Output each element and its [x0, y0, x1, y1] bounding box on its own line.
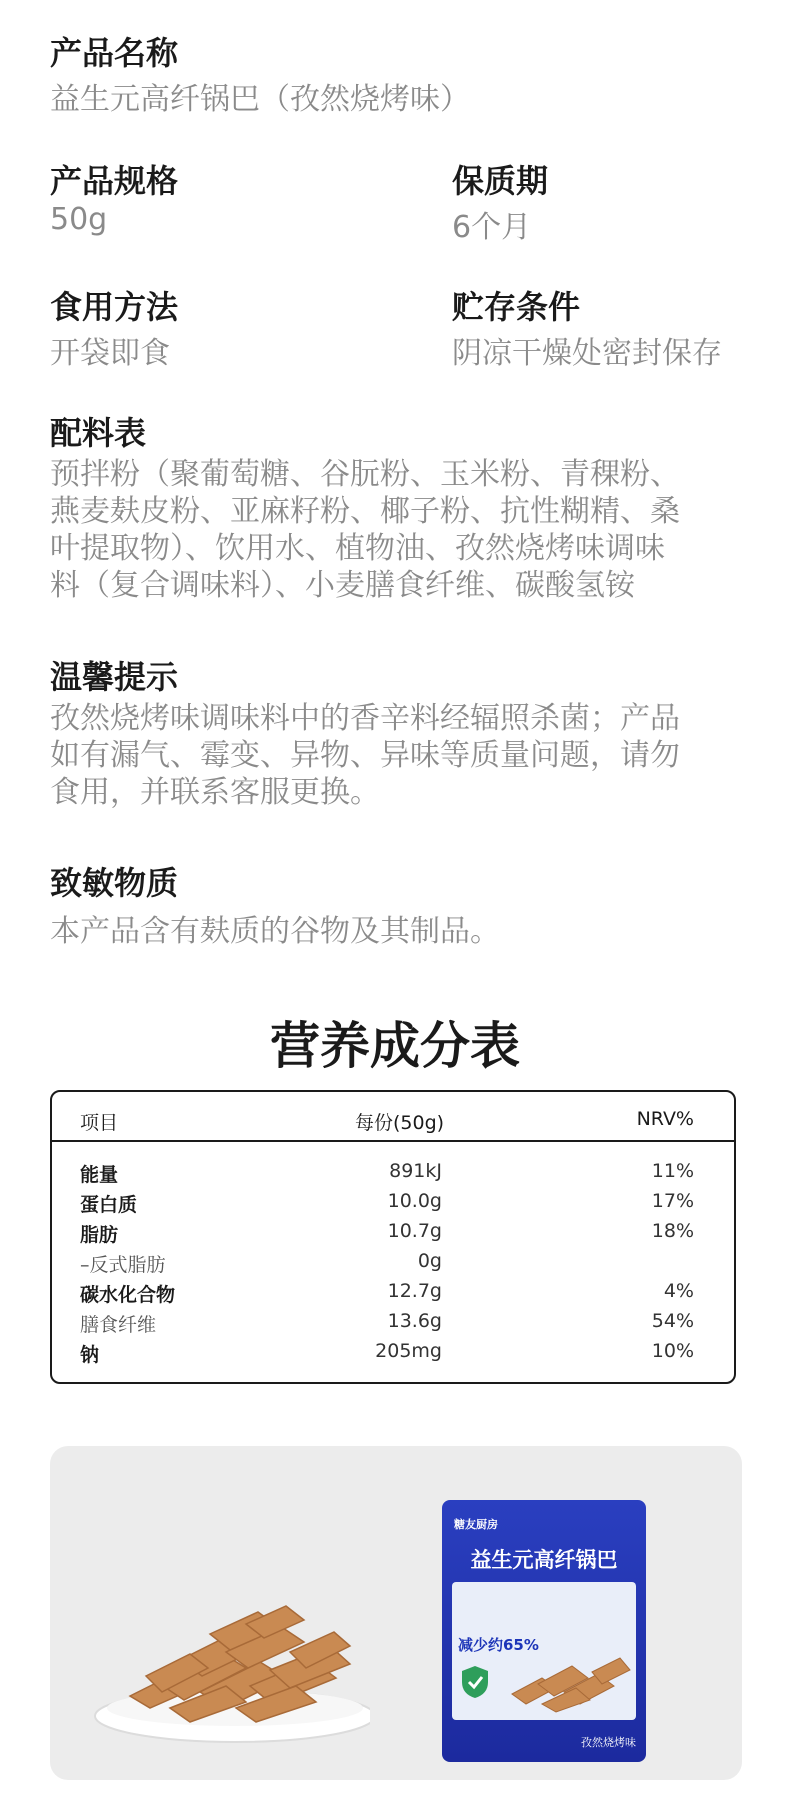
package-brand: 糖友厨房 — [454, 1518, 498, 1531]
product-photo — [50, 1446, 742, 1780]
usage-value: 开袋即食 — [50, 336, 170, 371]
tips-line: 孜然烧烤味调味料中的香辛料经辐照杀菌；产品 — [50, 701, 680, 736]
allergen-value: 本产品含有麸质的谷物及其制品。 — [50, 914, 500, 949]
nutrient-name: 蛋白质 — [80, 1194, 138, 1216]
shelf-life-value: 6个月 — [452, 210, 532, 245]
nutrient-amount: 10.0g — [387, 1190, 442, 1212]
storage-value: 阴凉干燥处密封保存 — [452, 336, 722, 371]
nutrient-name: 膳食纤维 — [80, 1314, 157, 1336]
nutrient-name: 钠 — [80, 1344, 100, 1366]
table-row — [52, 1280, 734, 1310]
nutrient-amount: 12.7g — [387, 1280, 442, 1302]
tips-line: 如有漏气、霉变、异物、异味等质量问题，请勿 — [50, 738, 680, 773]
table-row — [52, 1190, 734, 1220]
nutrient-name: 脂肪 — [80, 1224, 119, 1246]
ingredients-line: 叶提取物）、饮用水、植物油、孜然烧烤味调味 — [50, 531, 665, 566]
tips-label: 温馨提示 — [50, 658, 179, 696]
table-row — [52, 1250, 734, 1280]
nutrient-name: 碳水化合物 — [80, 1284, 176, 1306]
ingredients-text — [50, 456, 750, 604]
nutrient-nrv: 4% — [663, 1280, 694, 1302]
nutrient-nrv: 10% — [651, 1340, 694, 1362]
product-package — [442, 1500, 646, 1762]
nutrient-amount: 10.7g — [387, 1220, 442, 1242]
ingredients-line: 料（复合调味料）、小麦膳食纤维、碳酸氢铵 — [50, 568, 635, 603]
table-row — [52, 1220, 734, 1250]
header-per-serving: 每份(50g) — [355, 1112, 445, 1134]
product-name-value: 益生元高纤锅巴（孜然烧烤味） — [50, 82, 470, 117]
package-window — [452, 1582, 636, 1720]
shield-icon — [460, 1664, 490, 1700]
ingredients-line: 预拌粉（聚葡萄糖、谷朊粉、玉米粉、青稞粉、 — [50, 457, 680, 492]
table-row — [52, 1310, 734, 1340]
nutrition-table — [50, 1090, 736, 1384]
nutrition-table-header — [52, 1092, 734, 1142]
nutrient-amount: 891kJ — [389, 1160, 442, 1182]
nutrient-nrv: 54% — [651, 1310, 694, 1332]
nutrient-amount: 205mg — [375, 1340, 442, 1362]
allergen-label: 致敏物质 — [50, 864, 179, 902]
nutrient-amount: 13.6g — [387, 1310, 442, 1332]
package-badge: 减少约65% — [458, 1636, 539, 1654]
nutrient-nrv: 18% — [651, 1220, 694, 1242]
package-flavor: 孜然烧烤味 — [581, 1736, 636, 1749]
table-row — [52, 1160, 734, 1190]
product-spec-value: 50g — [50, 202, 108, 237]
nutrient-nrv: 11% — [651, 1160, 694, 1182]
ingredients-line: 燕麦麸皮粉、亚麻籽粉、椰子粉、抗性糊精、桑 — [50, 494, 680, 529]
nutrition-title: 营养成分表 — [270, 1017, 520, 1075]
tips-line: 食用，并联系客服更换。 — [50, 775, 380, 810]
product-name-label: 产品名称 — [50, 34, 179, 72]
shelf-life-label: 保质期 — [452, 162, 549, 200]
snack-image — [502, 1644, 632, 1714]
ingredients-label: 配料表 — [50, 414, 147, 452]
header-item: 项目 — [80, 1112, 119, 1134]
nutrient-name: –反式脂肪 — [80, 1254, 166, 1276]
usage-label: 食用方法 — [50, 288, 179, 326]
nutrient-nrv: 17% — [651, 1190, 694, 1212]
nutrient-name: 能量 — [80, 1164, 119, 1186]
storage-label: 贮存条件 — [452, 288, 581, 326]
package-title: 益生元高纤锅巴 — [470, 1548, 618, 1572]
product-spec-label: 产品规格 — [50, 162, 179, 200]
header-nrv: NRV% — [636, 1108, 694, 1130]
tips-text — [50, 700, 750, 811]
table-row — [52, 1340, 734, 1370]
snack-bowl-image — [50, 1446, 370, 1780]
nutrient-amount: 0g — [417, 1250, 442, 1272]
